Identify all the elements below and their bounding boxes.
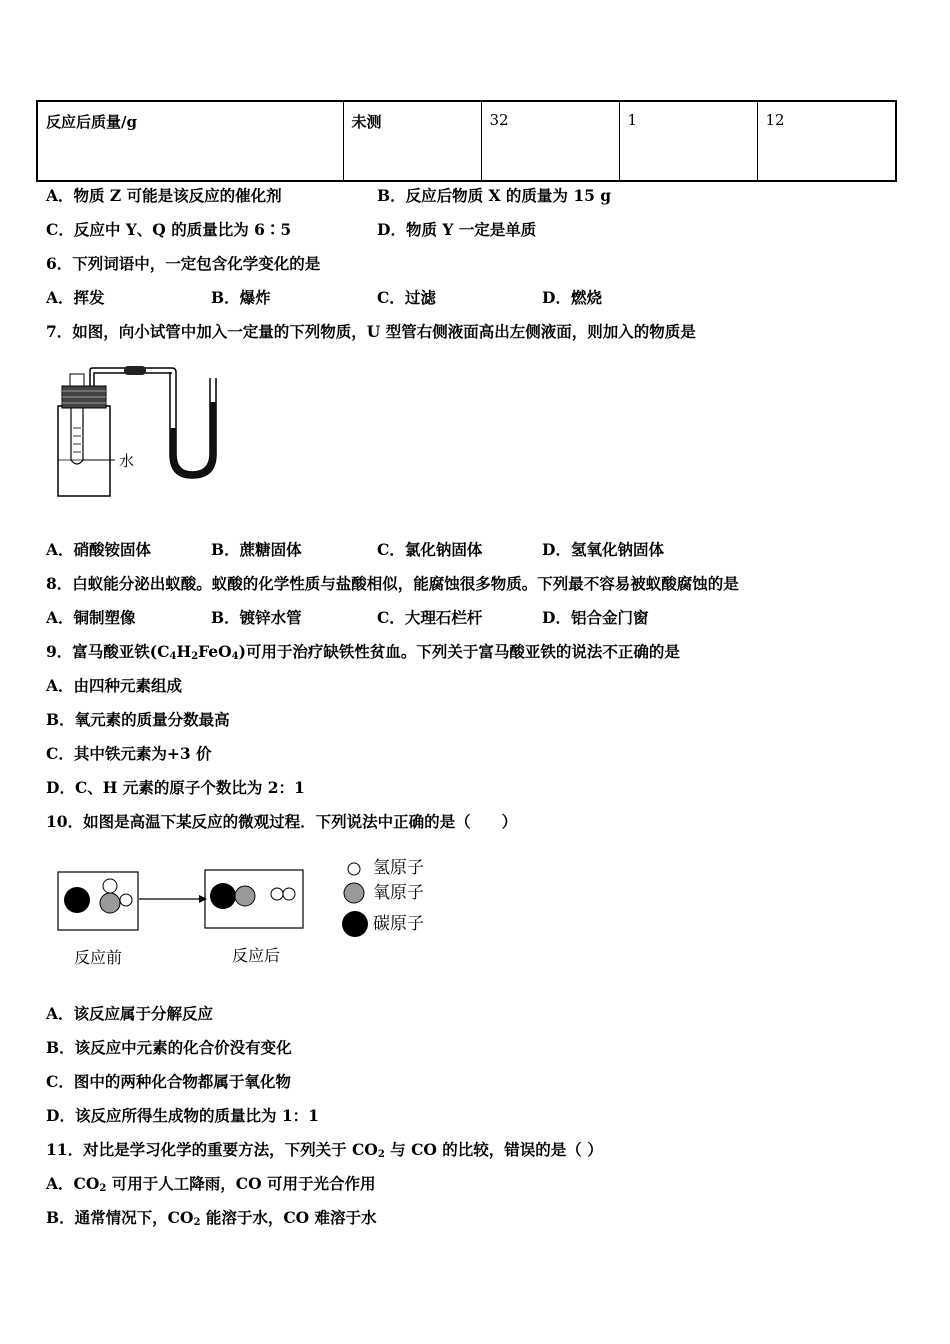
q5-option-d: D．物质 Y 一定是单质 (377, 220, 537, 239)
q5-option-c: C．反应中 Y、Q 的质量比为 6∶5 (46, 220, 292, 239)
before-label: 反应前 (74, 948, 123, 967)
table-cell: 1 (619, 101, 757, 181)
legend-oxygen: 氧原子 (373, 883, 424, 903)
u-tube-apparatus-figure (50, 358, 230, 503)
water-label: 水 (119, 452, 135, 470)
q6-option-d: D．燃烧 (542, 288, 602, 307)
q9-option-a: A．由四种元素组成 (46, 676, 183, 695)
q5-option-b: B．反应后物质 X 的质量为 15 g (377, 186, 612, 205)
reaction-micro-process-figure (55, 856, 315, 936)
legend-carbon: 碳原子 (373, 914, 424, 934)
table-cell: 未测 (343, 101, 481, 181)
q6-option-b: B．爆炸 (211, 288, 271, 307)
q6-option-a: A．挥发 (46, 288, 105, 307)
q6-option-c: C．过滤 (377, 288, 436, 307)
q8-option-d: D．铝合金门窗 (542, 608, 649, 627)
q5-option-a: A．物质 Z 可能是该反应的催化剂 (46, 186, 282, 205)
after-label: 反应后 (232, 946, 281, 965)
atom-legend (340, 858, 374, 942)
q10-stem: 10．如图是高温下某反应的微观过程．下列说法中正确的是（ ） (46, 812, 518, 831)
q8-option-a: A．铜制塑像 (46, 608, 136, 627)
q7-option-a: A．硝酸铵固体 (46, 540, 152, 559)
q9-option-d: D．C、H 元素的原子个数比为 2：1 (46, 778, 305, 797)
q9-option-b: B．氧元素的质量分数最高 (46, 710, 230, 729)
q11-stem: 11．对比是学习化学的重要方法，下列关于 $CO_2$ 与 CO 的比较，错误的是（ ） (46, 1140, 603, 1160)
table-cell: 12 (757, 101, 896, 181)
q10-option-b: B．该反应中元素的化合价没有变化 (46, 1038, 292, 1057)
q11-option-b: B．通常情况下，$CO_2$ 能溶于水，CO 难溶于水 (46, 1208, 377, 1228)
q8-option-c: C．大理石栏杆 (377, 608, 483, 627)
q8-option-b: B．镀锌水管 (211, 608, 302, 627)
q7-option-d: D．氢氧化钠固体 (542, 540, 664, 559)
table-row (37, 101, 896, 181)
q9-stem: 9．富马酸亚铁$(C_4H_2FeO_4)$可用于治疗缺铁性贫血。下列关于富马酸亚铁的说法不正确的是 (46, 642, 680, 662)
q7-stem: 7．如图，向小试管中加入一定量的下列物质，U 型管右侧液面高出左侧液面，则加入的物质是 (46, 322, 696, 341)
mass-table (36, 100, 897, 182)
q10-option-a: A．该反应属于分解反应 (46, 1004, 214, 1023)
table-cell: 32 (481, 101, 619, 181)
q7-option-b: B．蔗糖固体 (211, 540, 302, 559)
q10-option-c: C．图中的两种化合物都属于氧化物 (46, 1072, 291, 1091)
table-row-label: 反应后质量/g (37, 101, 343, 181)
q8-stem: 8．白蚁能分泌出蚁酸。蚁酸的化学性质与盐酸相似，能腐蚀很多物质。下列最不容易被蚁酸腐蚀的是 (46, 574, 739, 593)
q10-option-d: D．该反应所得生成物的质量比为 1：1 (46, 1106, 319, 1125)
q6-stem: 6．下列词语中，一定包含化学变化的是 (46, 254, 321, 273)
legend-hydrogen: 氢原子 (373, 858, 424, 878)
q9-option-c: C．其中铁元素为+3 价 (46, 744, 212, 763)
q11-option-a: A．$CO_2$ 可用于人工降雨，CO 可用于光合作用 (46, 1174, 376, 1194)
q7-option-c: C．氯化钠固体 (377, 540, 483, 559)
